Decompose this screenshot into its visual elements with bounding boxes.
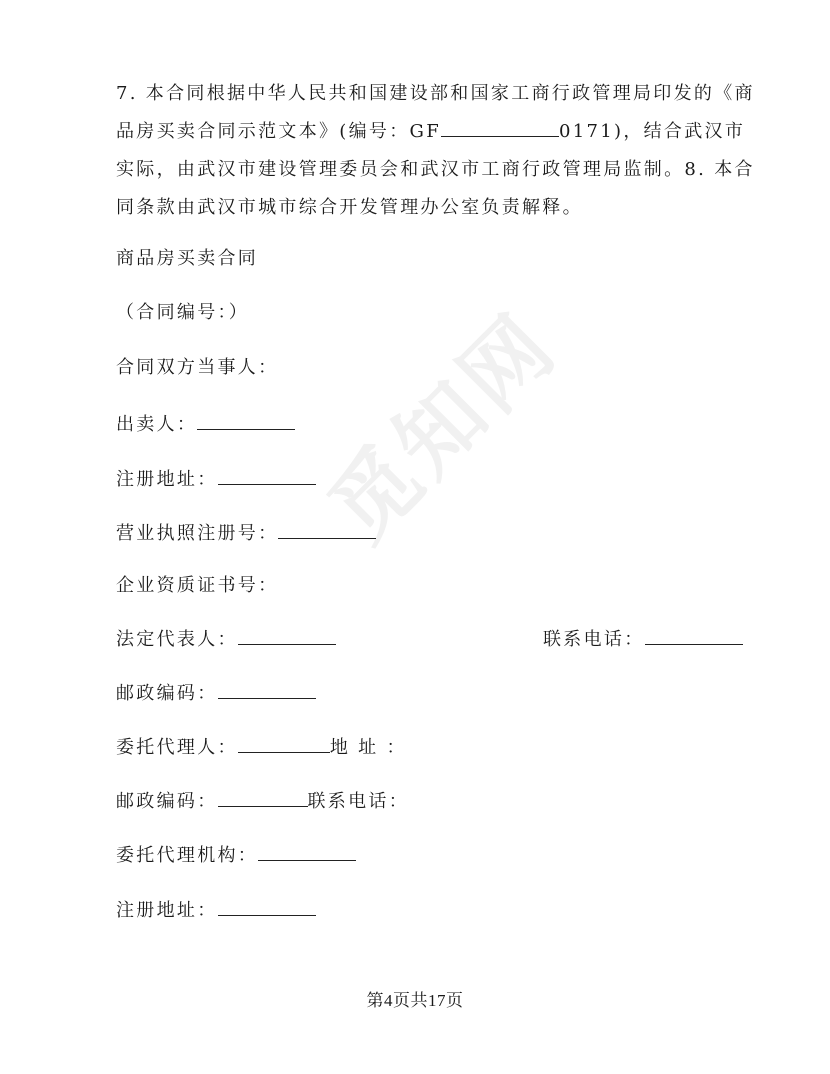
watermark: 觅知网 [310,294,577,561]
intro-part-1: 7. 本合同根据中华人民共和国建设部和国家工商行政管理局印发的《商品房买卖合同示范文本》(编号：GF [116,83,755,142]
postcode-row [116,680,316,706]
postcode-field-2[interactable] [218,788,308,807]
agent-field[interactable] [238,734,330,753]
business-license-row [116,520,376,546]
business-license-field[interactable] [278,520,376,539]
agency-row [116,842,356,868]
agency-field[interactable] [258,842,356,861]
legal-rep-row [116,626,336,652]
page-indicator: 第4页共17页 [366,991,464,1010]
registered-address-label-2: 注册地址： [116,900,218,921]
contract-title: 商品房买卖合同 [116,248,259,269]
intro-paragraph [116,75,756,227]
registered-address-row-2 [116,897,316,923]
registered-address-field[interactable] [218,466,316,485]
phone-field[interactable] [645,626,743,645]
registered-address-field-2[interactable] [218,897,316,916]
seller-row [116,411,295,437]
contract-number: （合同编号：） [116,302,250,323]
intro-part-2: 0171)，结合武汉市实际，由武汉市建设管理委员会和武汉市工商行政管理局监制。8. 本合同条款由武汉市城市综合开发管理办公室负责解释。 [116,121,755,218]
postcode-label: 邮政编码： [116,683,218,704]
business-license-label: 营业执照注册号： [116,523,279,544]
agent-label: 委托代理人： [116,737,238,758]
gf-number-blank[interactable] [441,118,559,137]
phone-row [543,626,743,652]
postcode-phone-row [116,788,409,814]
phone-label-2: 联系电话： [307,791,409,812]
registered-address-row [116,466,316,492]
seller-field[interactable] [197,411,295,430]
qualification-label: 企业资质证书号： [116,575,279,596]
agent-row [116,734,407,760]
legal-rep-label: 法定代表人： [116,629,238,650]
agency-label: 委托代理机构： [116,845,259,866]
legal-rep-field[interactable] [238,626,336,645]
qualification-row [116,574,278,598]
postcode-label-2: 邮政编码： [116,791,218,812]
phone-label: 联系电话： [543,629,645,650]
seller-label: 出卖人： [116,414,198,435]
address-label: 地 址 ： [329,737,407,758]
registered-address-label: 注册地址： [116,469,218,490]
postcode-field[interactable] [218,680,316,699]
parties-heading: 合同双方当事人： [116,357,279,378]
